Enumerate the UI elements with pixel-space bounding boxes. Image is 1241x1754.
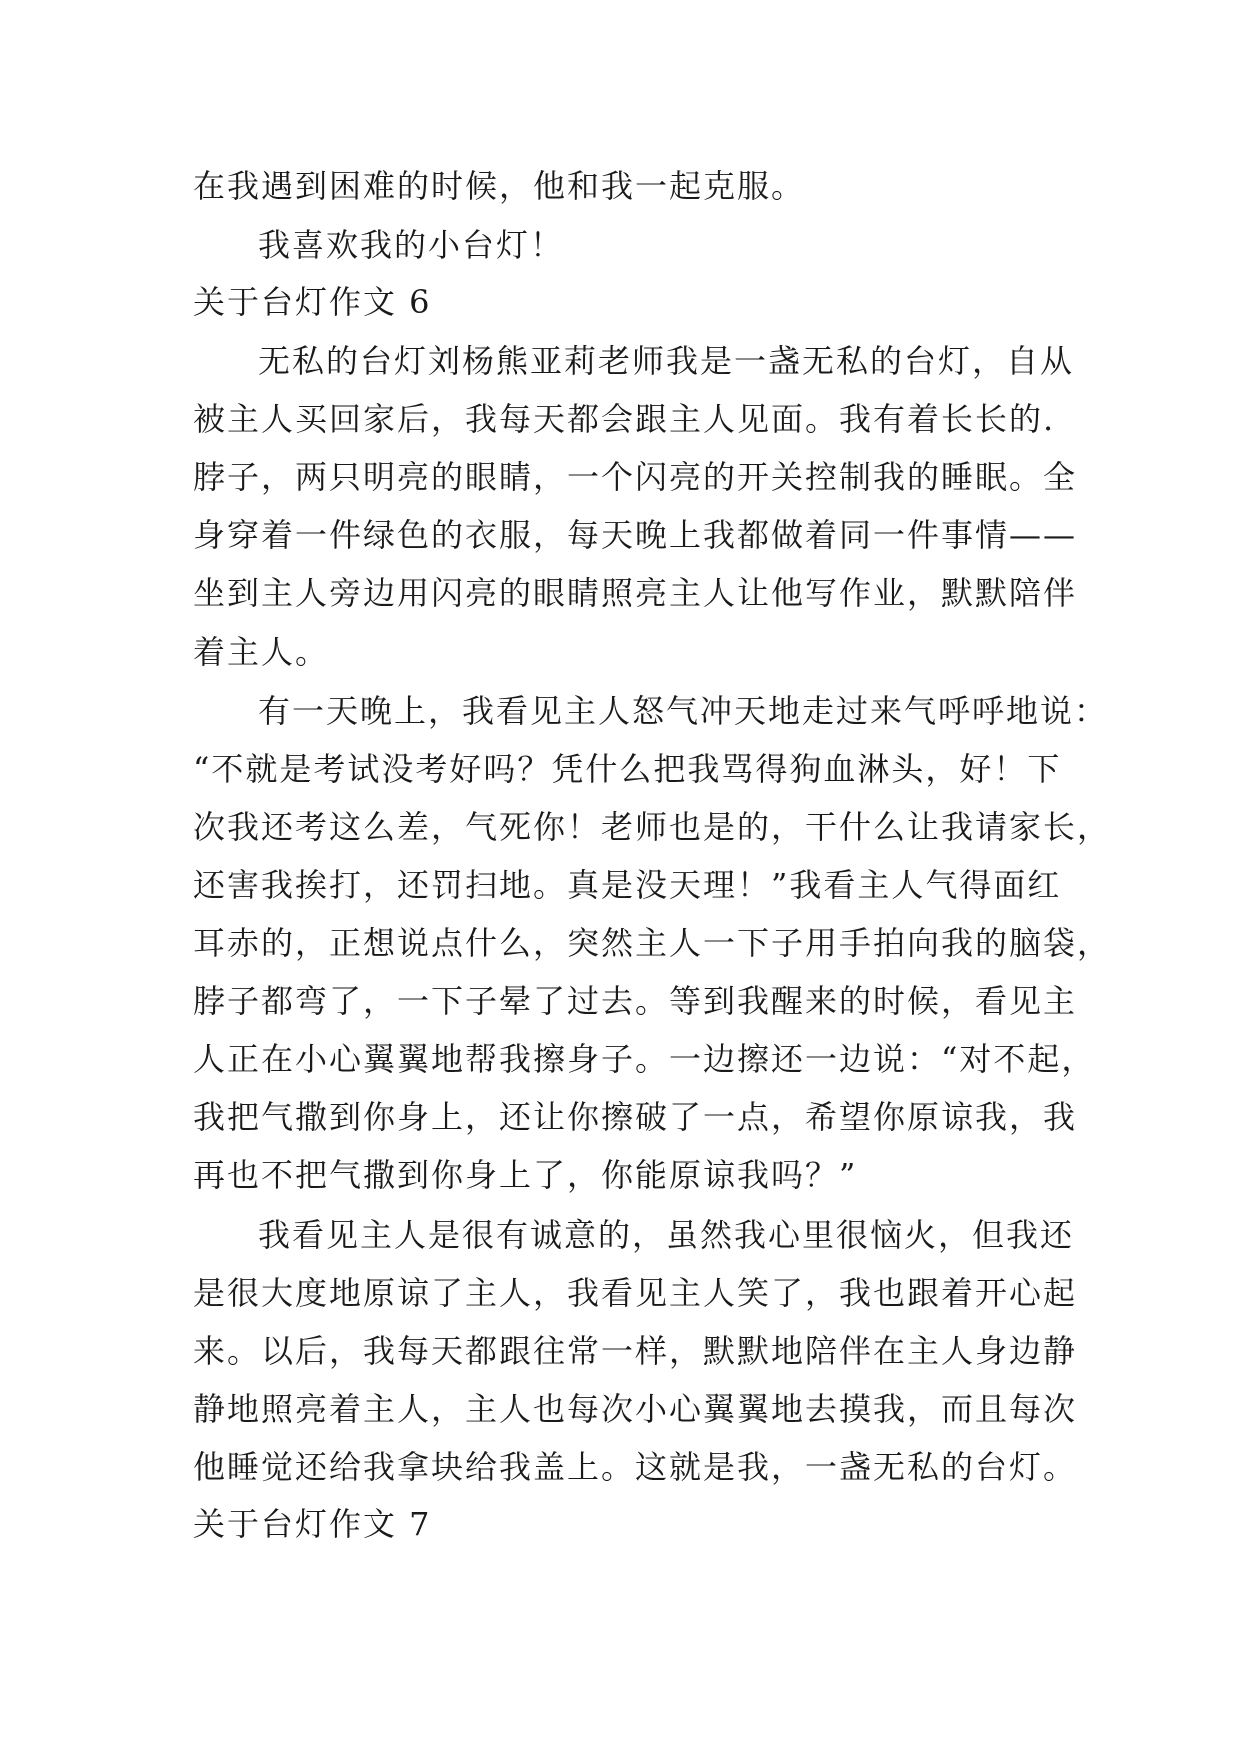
- paragraph-line: 再也不把气撒到你身上了，你能原谅我吗？”: [193, 1156, 858, 1194]
- paragraph-line: 无私的台灯刘杨熊亚莉老师我是一盏无私的台灯，自从: [258, 342, 1075, 380]
- paragraph-line: 身穿着一件绿色的衣服，每天晚上我都做着同一件事情——: [193, 516, 1078, 554]
- paragraph-line: 我看见主人是很有诚意的，虽然我心里很恼火，但我还: [258, 1216, 1075, 1254]
- paragraph-line: 静地照亮着主人，主人也每次小心翼翼地去摸我，而且每次: [193, 1390, 1078, 1428]
- paragraph-line: 人正在小心翼翼地帮我擦身子。一边擦还一边说：“对不起，: [193, 1040, 1096, 1078]
- paragraph-line: “不就是考试没考好吗？凭什么把我骂得狗血淋头，好！下: [193, 750, 1062, 788]
- paragraph-line: 次我还考这么差，气死你！老师也是的，干什么让我请家长，: [193, 808, 1112, 846]
- paragraph-line: 他睡觉还给我拿块给我盖上。这就是我，一盏无私的台灯。: [193, 1448, 1078, 1486]
- paragraph-line: 耳赤的，正想说点什么，突然主人一下子用手拍向我的脑袋，: [193, 924, 1112, 962]
- paragraph-line: 脖子都弯了，一下子晕了过去。等到我醒来的时候，看见主: [193, 982, 1078, 1020]
- paragraph-line: 还害我挨打，还罚扫地。真是没天理！”我看主人气得面红: [193, 866, 1062, 904]
- paragraph-line: 脖子，两只明亮的眼睛，一个闪亮的开关控制我的睡眠。全: [193, 458, 1078, 496]
- paragraph-line: 着主人。: [193, 633, 330, 671]
- paragraph-line: 我喜欢我的小台灯！: [258, 226, 565, 264]
- paragraph-line: 来。以后，我每天都跟往常一样，默默地陪伴在主人身边静: [193, 1332, 1078, 1370]
- paragraph-line: 被主人买回家后，我每天都会跟主人见面。我有着长长的.: [193, 400, 1056, 438]
- paragraph-line: 是很大度地原谅了主人，我看见主人笑了，我也跟着开心起: [193, 1274, 1078, 1312]
- paragraph-line: 我把气撒到你身上，还让你擦破了一点，希望你原谅我，我: [193, 1098, 1078, 1136]
- paragraph-line: 坐到主人旁边用闪亮的眼睛照亮主人让他写作业，默默陪伴: [193, 574, 1078, 612]
- section-heading: 关于台灯作文 6: [193, 283, 432, 321]
- paragraph-line: 在我遇到困难的时候，他和我一起克服。: [193, 167, 806, 205]
- section-heading: 关于台灯作文 7: [193, 1505, 432, 1543]
- paragraph-line: 有一天晚上，我看见主人怒气冲天地走过来气呼呼地说：: [258, 692, 1109, 730]
